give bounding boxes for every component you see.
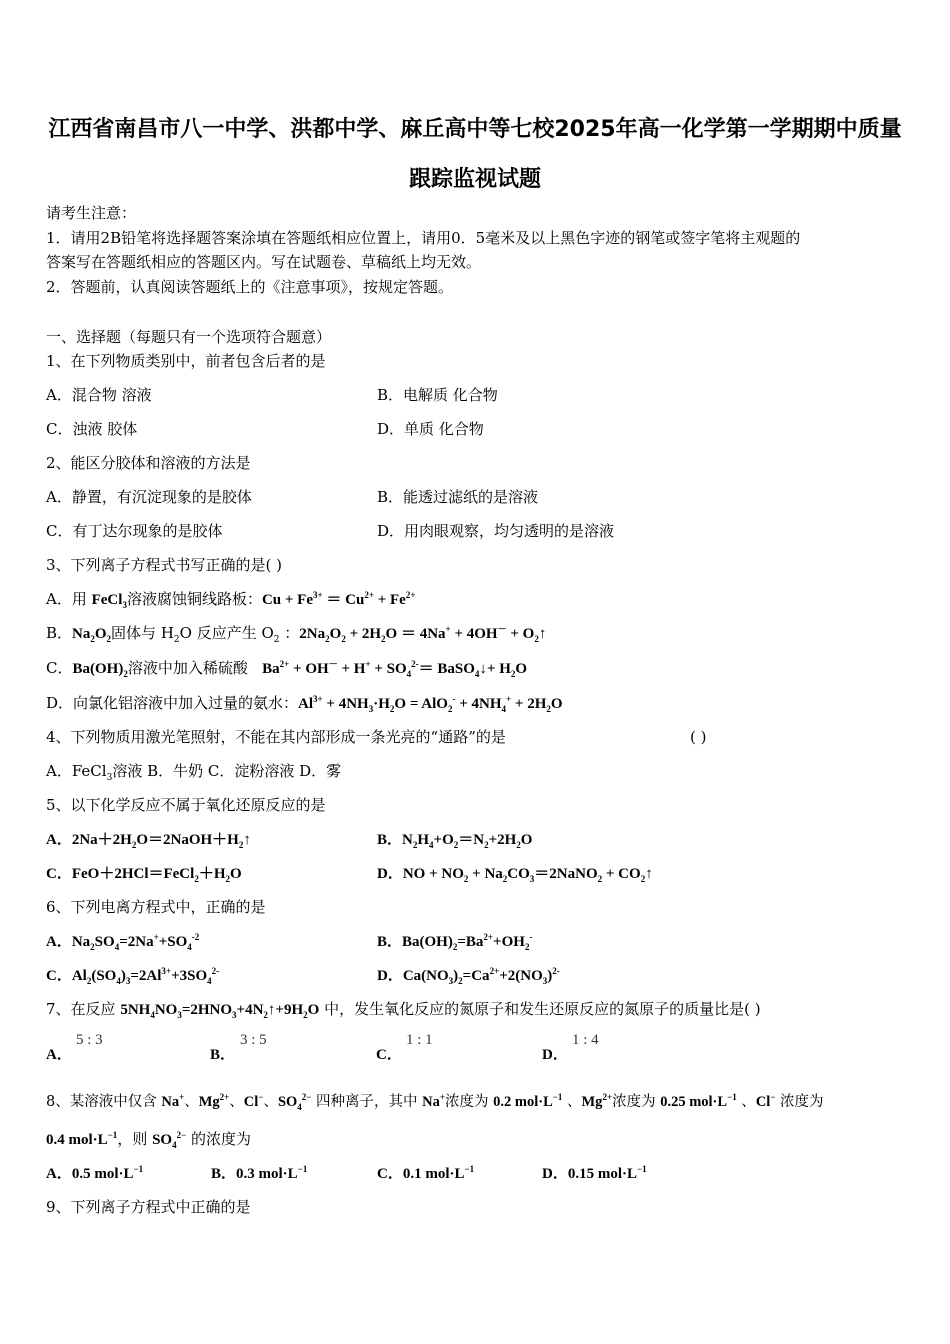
question-7-option-d: D． xyxy=(542,1047,568,1063)
question-3-option-d: D．向氯化铝溶液中加入过量的氨水：$Al^{3+} + 4NH_3\cdot H_2O = AlO_2^- + 4NH_4^+ + 2H_2O$ xyxy=(46,694,563,714)
question-6-option-d: D．$Ca(NO_3)_2=Ca^{2+}+2(NO_3)^{2-}$ xyxy=(377,966,560,986)
question-2-option-c: C．有丁达尔现象的是胶体 xyxy=(46,522,223,540)
question-7-option-b: B． xyxy=(210,1047,236,1063)
section-heading: 一、选择题（每题只有一个选项符合题意） xyxy=(46,328,332,346)
notice-heading: 请考生注意： xyxy=(46,204,137,222)
question-2-option-b: B．能透过滤纸的是溶液 xyxy=(377,488,539,506)
question-4-stem: 4、下列物质用激光笔照射，不能在其内部形成一条光亮的“通路”的是 xyxy=(46,728,506,746)
question-8-option-b: B．0.3 $mol\cdot L^{-1}$ xyxy=(211,1164,308,1182)
question-8-option-c: C．0.1 $mol\cdot L^{-1}$ xyxy=(377,1164,475,1182)
question-7-option-a: A． xyxy=(46,1047,72,1063)
question-6-option-a: A．$Na_2SO_4=2Na^++SO_4^{-2}$ xyxy=(46,932,200,952)
question-1-option-d: D．单质 化合物 xyxy=(377,420,484,438)
question-4-options: A．FeCl$_3$溶液 B．牛奶 C．淀粉溶液 D．雾 xyxy=(46,762,342,783)
question-2-option-d: D．用肉眼观察，均匀透明的是溶液 xyxy=(377,522,615,540)
question-7-option-d-ratio: 1 : 4 xyxy=(572,1032,599,1048)
question-1-option-a: A．混合物 溶液 xyxy=(46,386,152,404)
question-1-stem: 1、在下列物质类别中，前者包含后者的是 xyxy=(46,352,326,370)
question-3-option-a: A．用 FeCl$_3$溶液腐蚀铜线路板：$Cu + Fe^{3+} = Cu^{2+} + Fe^{2+}$ xyxy=(46,590,416,610)
question-3-option-c: C．$Ba(OH)_2$溶液中加入稀硫酸 $Ba^{2+} + OH^- + H^+ + SO_4^{2-}=$ BaSO$_4$↓+ $H_2O$ xyxy=(46,659,528,679)
question-7-option-c-ratio: 1 : 1 xyxy=(406,1032,433,1048)
question-5-stem: 5、以下化学反应不属于氧化还原反应的是 xyxy=(46,796,326,814)
question-2-option-a: A．静置，有沉淀现象的是胶体 xyxy=(46,488,252,506)
question-9-stem: 9、下列离子方程式中正确的是 xyxy=(46,1198,251,1216)
question-1-option-c: C．浊液 胶体 xyxy=(46,420,138,438)
question-5-option-c: C．$FeO+2HCl=FeCl_2+H_2O$ xyxy=(46,866,242,884)
question-7-option-a-ratio: 5 : 3 xyxy=(76,1032,103,1048)
notice-item-1a: 1．请用2B铅笔将选择题答案涂填在答题纸相应位置上，请用0．5毫米及以上黑色字迹的钢笔或签字笔将主观题的 xyxy=(46,229,801,247)
notice-item-2: 2．答题前，认真阅读答题纸上的《注意事项》，按规定答题。 xyxy=(46,278,454,296)
question-3-option-b: B．$Na_2O_2$固体与 $H_2O$ 反应产生 $O_2$ ：$2Na_2O_2 + 2H_2O = 4Na^+ + 4OH^-$ + $O_2↑$ xyxy=(46,624,547,645)
question-8-option-d: D．0.15 $mol\cdot L^{-1}$ xyxy=(542,1164,647,1182)
question-8-stem-line-1: 8、某溶液中仅含 Na+、$Mg^{2+}$、Cl−、$SO_4^{2-}$ 四种离子，其中 Na+浓度为 0.2 $mol\cdot L^{-1}$ 、$Mg^{2+}$浓度为 0.25 $mol\cdot L^{-1}$ 、Cl− 浓度为 xyxy=(46,1092,824,1112)
question-6-stem: 6、下列电离方程式中，正确的是 xyxy=(46,898,266,916)
question-1-option-b: B．电解质 化合物 xyxy=(377,386,498,404)
notice-item-1b: 答案写在答题纸相应的答题区内。写在试题卷、草稿纸上均无效。 xyxy=(46,253,482,271)
question-6-option-b: B．$Ba(OH)_2=Ba^{2+}+OH_2^-$ xyxy=(377,932,533,952)
question-4-answer-paren: ( ) xyxy=(690,728,707,746)
question-5-option-b: B．$N_2H_4+O_2=N_2+2H_2O$ xyxy=(377,832,533,850)
question-8-option-a: A．0.5 $mol\cdot L^{-1}$ xyxy=(46,1164,144,1182)
exam-title-line-2: 跟踪监视试题 xyxy=(408,167,541,192)
question-7-option-c: C． xyxy=(376,1047,402,1063)
question-5-option-d: D．NO + $NO_2$ + $Na_2CO_3=2NaNO_2$ + $CO_2↑$ xyxy=(377,866,653,884)
question-7-option-b-ratio: 3 : 5 xyxy=(240,1032,267,1048)
question-3-stem: 3、下列离子方程式书写正确的是( ) xyxy=(46,556,283,574)
question-6-option-c: C．$Al_2(SO_4)_3=2Al^{3+}+3SO_4^{2-}$ xyxy=(46,966,220,986)
question-7-stem: 7、在反应 $5NH_4NO_3=2HNO_3+4N_2↑+9H_2O$ 中，发生氧化反应的氮原子和发生还原反应的氮原子的质量比是( ) xyxy=(46,1000,761,1020)
question-2-stem: 2、能区分胶体和溶液的方法是 xyxy=(46,454,251,472)
question-5-option-a: A．$2Na+2H_2O=2NaOH+H_2↑$ xyxy=(46,832,251,850)
exam-title-line-1: 江西省南昌市八一中学、洪都中学、麻丘高中等七校2025年高一化学第一学期期中质量 xyxy=(48,117,902,142)
question-8-stem-line-2: 0.4 $mol\cdot L^{-1}$，则 $SO_4^{2-}$ 的浓度为 xyxy=(46,1130,252,1150)
